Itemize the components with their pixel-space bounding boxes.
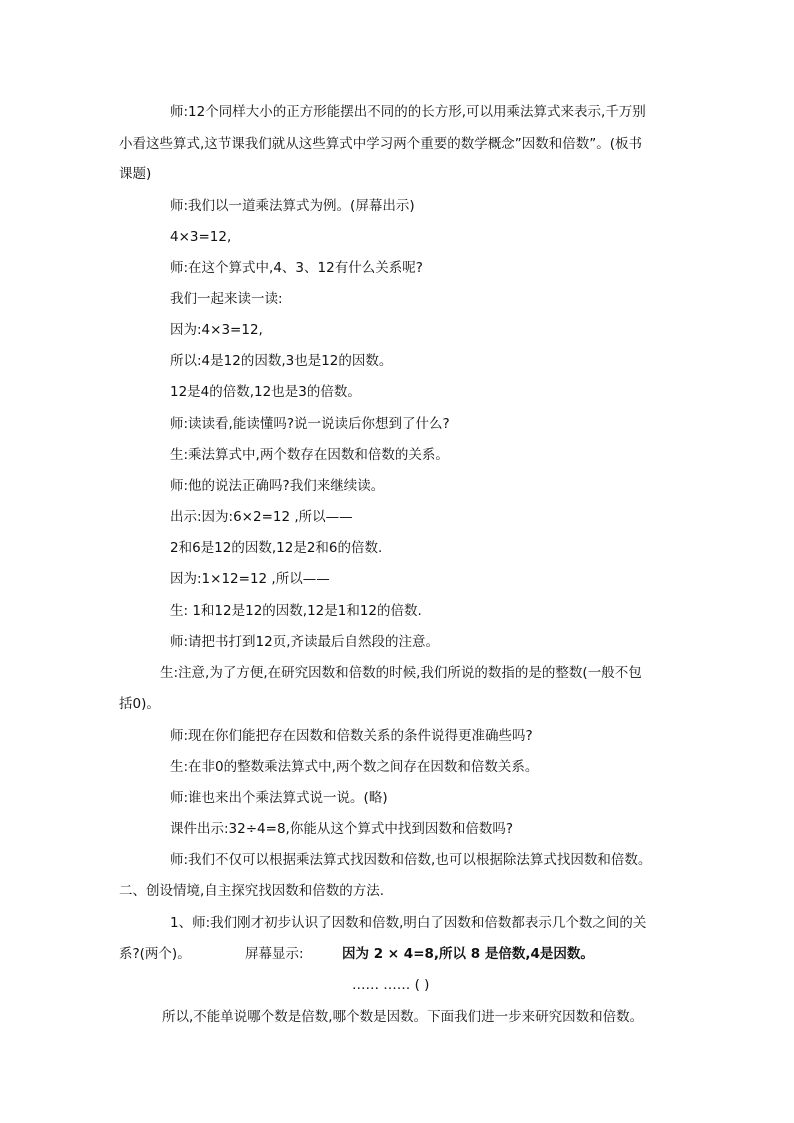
paragraph-line: 因为:4×3=12,	[170, 322, 263, 338]
paragraph-line: 生: 1和12是12的因数,12是1和12的倍数.	[170, 603, 422, 619]
paragraph-line: 所以:4是12的因数,3也是12的因数。	[170, 353, 393, 369]
paragraph-line: 小看这些算式,这节课我们就从这些算式中学习两个重要的数学概念”因数和倍数”。(板书	[119, 136, 643, 152]
paragraph-line: 系?(两个)。	[119, 946, 191, 962]
paragraph-line: 师:在这个算式中,4、3、12有什么关系呢?	[170, 260, 423, 276]
paragraph-line: 括0)。	[119, 696, 160, 712]
screen-display-label: 屏幕显示:	[245, 946, 304, 962]
paragraph-line: 师:他的说法正确吗?我们来继续读。	[170, 478, 385, 494]
screen-display-content: 因为 2 × 4=8,所以 8 是倍数,4是因数。	[342, 946, 594, 962]
paragraph-line: 生:注意,为了方便,在研究因数和倍数的时候,我们所说的数指的是的整数(一般不包	[160, 665, 642, 681]
paragraph-line: 4×3=12,	[170, 229, 232, 245]
paragraph-line: 生:乘法算式中,两个数存在因数和倍数的关系。	[170, 447, 449, 463]
paragraph-line: 师:现在你们能把存在因数和倍数关系的条件说得更准确些吗?	[170, 728, 533, 744]
paragraph-line: 课件出示:32÷4=8,你能从这个算式中找到因数和倍数吗?	[170, 821, 513, 837]
paragraph-line: 生:在非0的整数乘法算式中,两个数之间存在因数和倍数关系。	[170, 759, 539, 775]
paragraph-line: 师:请把书打到12页,齐读最后自然段的注意。	[170, 634, 440, 650]
section-heading: 二、创设情境,自主探究找因数和倍数的方法.	[119, 883, 385, 899]
paragraph-line: 出示:因为:6×2=12 ,所以——	[170, 509, 353, 525]
paragraph-line: 师:12个同样大小的正方形能摆出不同的的长方形,可以用乘法算式来表示,千万别	[170, 104, 646, 120]
paragraph-line: 师:我们以一道乘法算式为例。(屏幕出示)	[170, 198, 415, 214]
paragraph-line: 12是4的倍数,12也是3的倍数。	[170, 384, 361, 400]
paragraph-line: 1、师:我们刚才初步认识了因数和倍数,明白了因数和倍数都表示几个数之间的关	[170, 915, 647, 931]
paragraph-line: 我们一起来读一读:	[170, 291, 283, 307]
paragraph-line: 师:谁也来出个乘法算式说一说。(略)	[170, 790, 388, 806]
paragraph-line: 师:我们不仅可以根据乘法算式找因数和倍数,也可以根据除法算式找因数和倍数。	[170, 852, 652, 868]
paragraph-line: 因为:1×12=12 ,所以——	[170, 571, 330, 587]
paragraph-line: 课题)	[119, 166, 152, 182]
paragraph-line: 2和6是12的因数,12是2和6的倍数.	[170, 540, 383, 556]
paragraph-line: 所以,不能单说哪个数是倍数,哪个数是因数。下面我们进一步来研究因数和倍数。	[162, 1009, 644, 1025]
ellipsis-blank-line: …… …… ( )	[352, 977, 430, 993]
paragraph-line: 师:读读看,能读懂吗?说一说读后你想到了什么?	[170, 416, 450, 432]
